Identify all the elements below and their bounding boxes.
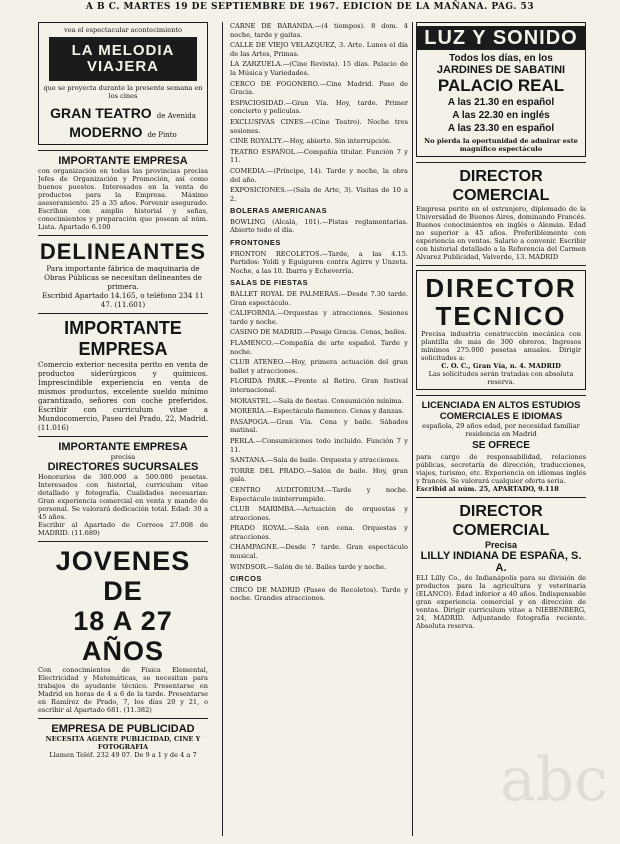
list-item: MORASTEL.—Sala de fiestas. Consumición mínima. [230,396,404,405]
ad-offer: SE OFRECE [472,440,530,451]
ad-lilly [416,502,586,630]
list-item: TORRE DEL PRADO.—Salón de baile. Hoy, gran gala. [230,466,408,484]
list-item: CALLE DE VIEJO VELAZQUEZ, 3. Arte. Lunes el día de las Artes, Primas. [230,41,408,58]
list-item: FRONTON RECOLETOS.—Tarde, a las 4.15. Partidos: Yoldi y Eguiguren contra Agirre y Unzeta. Noche, a las 10. Ibarra y Echeverría. [230,249,408,275]
list-item: CERCO DE FOGONERO.—Cine Madrid. Paso de Gracia. [230,79,408,97]
list-item: BOWLING (Alcalá, 101).—Pistas reglamentarias. Abierto todo el día. [230,217,408,235]
ad-luz-sonido [416,22,586,157]
cinema-suffix: de Avenida [156,112,196,120]
ad-title: IMPORTANTE EMPRESA [64,318,182,359]
ad-importante-empresa [38,155,208,231]
ad-line: Todos los días, en los [449,53,553,64]
list-item: MORERÍA.—Espectáculo flamenco. Cenas y danzas. [230,407,404,416]
list-item: CIRCO DE MADRID (Paseo de Recoletos). Tarde y noche. Grandes atracciones. [230,585,408,603]
ad-title-line: JOVENES DE [55,546,191,606]
list-item: ESPACIOSIDAD.—Gran Vía. Hoy, tarde. Primer concierto y películas. [230,98,408,116]
showtime: A las 21.30 en español [447,97,555,108]
list-item: PRADO ROYAL.—Sala con cena. Orquestas y atracciones. [230,524,408,541]
showtime: A las 22.30 en inglés [452,110,550,121]
ad-title-banner: LUZ Y SONIDO [417,26,585,50]
svg-text:abc: abc [500,745,608,815]
list-item: TEATRO ESPAÑOL.—Compañía titular. Función 7 y 11. [230,147,408,165]
listings [230,22,408,203]
ad-body: Con conocimientos de Física Elemental, Electricidad y Matemáticas, se necesitan para trabajos de ayudante técnico. Presentarse en Madrid en horas de 4 a 6 de la tarde. Presentarse en Ramírez de Prado, 7, los días 20 y 21, o escribir al Apartado 681. (11.382) [38,666,208,714]
list-item: CLUB MARIMBA.—Actuación de orquestas y atracciones. [230,505,408,522]
ad-body: con organización en todas las provincias precisa Jefes de Organización y Promoción, así como buenos puestos. Interesados en la venta de productos para la Empresa. Máximo asesoramiento. 25 a 35 años. Porvenir asegurado. Escriban con amplio historial y señas, conocimientos y preparación que posean al núm. Lista. Apartado 6.100 [38,167,208,231]
list-item: PERLA.—Consumiciones todo incluido. Función 7 y 11. [230,436,408,454]
ad-contact: Llamen Teléf. 232 49 07. De 9 a 1 y de 4 a 7 [49,751,197,759]
list-item: EXPOSICIONES.—(Sala de Arte, 3). Visitas de 10 a 2. [230,186,408,203]
ad-address: C. O. C., Gran Vía, n. 4. MADRID [441,362,561,370]
cinema-suffix: de Pinto [147,131,177,139]
cinema-name: GRAN TEATRO [50,105,152,121]
section-heading: CIRCOS [230,574,262,584]
list-item: LA ZARZUELA.—(Cine Revista). 15 días. Palacio de la Música y Variedades. [230,60,408,77]
watermark-graphic [490,730,610,840]
ad-line: JARDINES DE SABATINI [436,64,566,76]
ad-empresa-publicidad [38,723,208,759]
ad-sub: Precisa [484,540,518,550]
column-right [416,22,586,836]
ad-delineantes [38,240,208,309]
ad-title: DIRECTOR COMERCIAL [452,503,550,539]
ad-contact: Escribir al Apartado de Correos 27.008 de MADRID. (11.689) [38,521,208,537]
column-left [38,22,208,836]
ad-title: EMPRESA DE PUBLICIDAD [51,723,195,735]
list-item: FLORIDA PARK.—Frente al Retiro. Gran festival internacional. [230,377,408,394]
list-item: SANTANA.—Sala de baile. Orquesta y atracciones. [230,456,400,465]
list-item: WINDSOR.—Salón de té. Bailes tarde y noche. [230,562,387,571]
column-middle [230,22,408,836]
ad-licenciada [416,400,586,493]
ad-body: para cargo de responsabilidad, relaciones públicas, secretaría de dirección, traducciones, viajes, turismo, etc. Experiencia en idiomas inglés y francés. Se valorará cualquier oferta seria. [416,453,586,485]
page-header: A B C. MARTES 19 DE SEPTIEMBRE DE 1967. EDICION DE LA MAÑANA. PAG. 53 [85,2,535,12]
ad-title-line: TECNICO [435,301,567,331]
ad-sub: española, 29 años edad, por necesidad familiar residencia en Madrid [422,422,580,438]
ad-title-line: DIRECTOR [425,273,577,303]
ad-sub: precisa [110,453,136,461]
ad-title: IMPORTANTE EMPRESA [58,441,188,453]
list-item: COMEDIA.—(Príncipe, 14). Tarde y noche, la obra del año. [230,166,408,184]
ad-contact: Escribid Apartado 14.165, o teléfono 234 11 47. (11.601) [42,291,204,309]
section-heading: SALAS DE FIESTAS [230,278,309,288]
ad-director-comercial [416,167,586,261]
ad-body: Comercio exterior necesita perito en venta de productos siderúrgicos y químicos. Imprescindible experiencia en venta de mismos productos, excelente sueldo mínimo garantizado, señores con coche preferidos. Escribir con curriculum vitae a Mundocomercio, Paseo del Prado, 22, Madrid. (11.016) [38,360,208,432]
ad-body: Empresa perito en el extranjero, diplomado de la Universidad de Buenos Aires, dominando Francés. Buenos conocimientos en inglés o Alemán. Edad no superior a 45 años. Preferiblemente con experiencia en ventas. Salario a convenir. Escribir con historial detallado a la Referencia del Carmen Alvarez Publicidad, Valverde, 13. MADRID [416,205,586,261]
list-item: CLUB ATENEO.—Hoy, primera actuación del gran ballet y atracciones. [230,358,408,375]
ad-headline: DIRECTORES SUCURSALES [47,461,199,473]
list-item: CARNE DE BARANDA.—(4 tiempos). 8 dom. 4 noche, tarde y gaitas. [230,22,408,39]
ad-body: Precisa industria construcción mecánica con plantilla de más de 300 obreros. Ingresos mínimos 275.000 pesetas anuales. Dirigir solicitudes a: [421,330,581,362]
ad-contact: Escribid al núm. 25, APARTADO, 9.118 [416,485,559,493]
ad-intro: vea el espectacular acontecimiento [64,26,182,34]
ad-title: IMPORTANTE EMPRESA [58,155,188,167]
section-heading: FRONTONES [230,238,281,248]
column-rule [412,22,413,836]
list-item: CALIFORNIA.—Orquestas y atracciones. Sesiones tarde y noche. [230,309,408,326]
section-heading: BOLERAS AMERICANAS [230,206,328,216]
ad-title: DELINEANTES [39,239,207,264]
list-item: CENTRO AUDITORIUM.—Tarde y noche. Espectáculo ininterrumpido. [230,485,408,503]
ad-body: Honorarios de 300.000 a 500.000 pesetas. Interesados con historial, curriculum vitae detallado y fotografía. Cualidades necesarias: Gran experiencia comercial en venta y mando de personal. Se valorará dedicación total. Edad: 30 a 45 años. [38,473,208,521]
ad-note: No pierda la oportunidad de admirar este magnífico espectáculo [424,137,578,153]
ad-sub: NECESITA AGENTE PUBLICIDAD, CINE Y FOTOGRAFIA [45,735,201,751]
list-item: CHAMPAGNE.—Desde 7 tarde. Gran espectáculo musical. [230,543,408,561]
ad-melodia [38,22,208,145]
ad-body: Para importante fábrica de maquinaria de Obras Públicas se necesitan delineantes de primera. [44,264,202,291]
column-rule [222,22,223,836]
list-item: BALLET ROYAL DE PALMERAS.—Desde 7.30 tarde. Gran espectáculo. [230,290,408,307]
ad-line: PALACIO REAL [437,76,565,95]
list-item: FLAMENCO.—Compañía de arte español. Tarde y noche. [230,339,408,356]
ad-title-line: 18 A 27 AÑOS [73,606,173,666]
ad-director-tecnico [416,270,586,390]
showtime: A las 23.30 en español [447,123,555,134]
cinema-name: MODERNO [69,124,143,140]
salas-list [230,290,408,571]
list-item: PASAPOGA.—Gran Vía. Cena y baile. Sábados matinal. [230,417,408,435]
ad-note: Las solicitudes serán tratadas con absoluta reserva. [428,370,574,386]
list-item: CASINO DE MADRID.—Pasaje Gracia. Cenas, bailes. [230,328,407,337]
ad-mid: que se proyecta durante la presente semana en los cines [43,84,203,100]
ad-title: DIRECTOR COMERCIAL [452,168,550,204]
ad-company: LILLY INDIANA DE ESPAÑA, S. A. [420,550,582,574]
list-item: EXCLUSIVAS CINES.—(Cine Teatro). Noche tres sesiones. [230,117,408,135]
ad-jovenes [38,546,208,714]
showtimes [421,96,581,135]
ad-directores-sucursales [38,441,208,537]
ad-importante-empresa-comercio [38,318,208,432]
ad-title-banner: LA MELODIA VIAJERA [49,37,197,81]
ad-title: LICENCIADA EN ALTOS ESTUDIOS COMERCIALES E IDIOMAS [421,400,581,422]
list-item: CINE ROYALTY.—Hoy, abierto. Sin interrupción. [230,137,392,146]
ad-body: ELI Lilly Co., de Indianápolis para su división de productos para la agricultura y veterinaria (ELANCO). Edad inferior a 40 años. Indispensable gran experiencia comercial y en dirección de ventas. Dirigir curriculum vitae a NIEBENBERG, 24, MADRID. Adjuntando fotografía reciente. Absoluta reserva. [416,574,586,630]
